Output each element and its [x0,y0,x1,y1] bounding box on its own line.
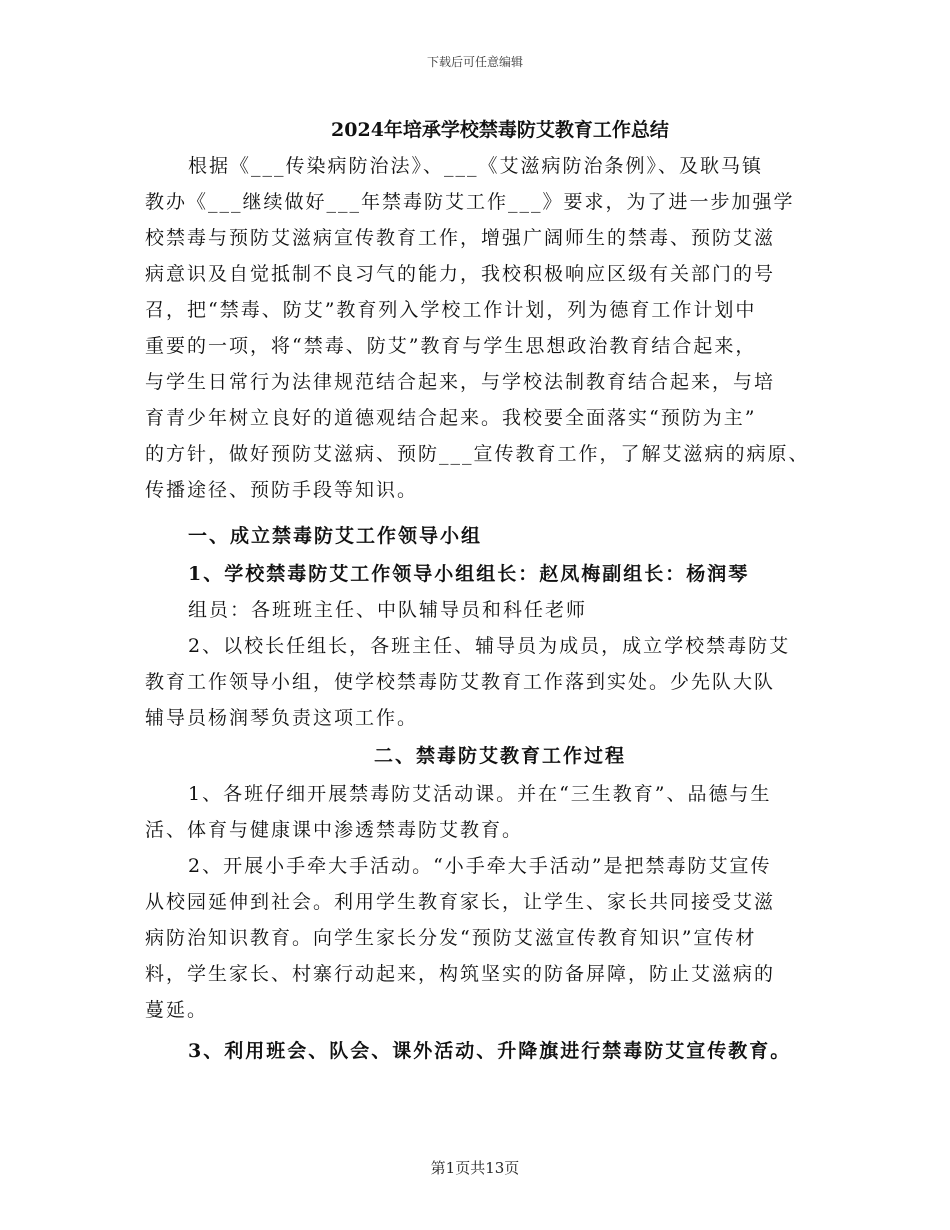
paragraph-line: 1、各班仔细开展禁毒防艾活动课。并在“三生教育”、品德与生 [188,783,772,805]
paragraph-line: 与学生日常行为法律规范结合起来，与学校法制教育结合起来，与培 [145,371,776,393]
paragraph-line: 重要的一项，将“禁毒、防艾”教育与学生思想政治教育结合起来， [145,335,757,357]
paragraph-line: 从校园延伸到社会。利用学生教育家长，让学生、家长共同接受艾滋 [145,891,776,913]
paragraph-line: 的方针，做好预防艾滋病、预防___宣传教育工作，了解艾滋病的病原、 [145,443,810,465]
paragraph-line: 料，学生家长、村寨行动起来，构筑坚实的防备屏障，防止艾滋病的 [145,963,776,985]
paragraph-line: 根据《___传染病防治法》、___《艾滋病防治条例》、及耿马镇 [188,155,764,177]
paragraph-line: 病防治知识教育。向学生家长分发“预防艾滋宣传教育知识”宣传材 [145,927,757,949]
paragraph-line-bold: 3、利用班会、队会、课外活动、升降旗进行禁毒防艾宣传教育。 [188,1040,792,1062]
section-heading: 一、成立禁毒防艾工作领导小组 [188,525,483,547]
paragraph-line: 蔓延。 [145,999,209,1021]
paragraph-line: 教办《___继续做好___年禁毒防艾工作___》要求，为了进一步加强学 [145,191,795,213]
header-note: 下载后可任意编辑 [426,55,523,69]
paragraph-line: 校禁毒与预防艾滋病宣传教育工作，增强广阔师生的禁毒、预防艾滋 [145,227,776,249]
paragraph-line: 育青少年树立良好的道德观结合起来。我校要全面落实“预防为主” [145,407,757,429]
page-footer: 第1页共13页 [430,1159,520,1177]
leader-line: 1、学校禁毒防艾工作领导小组组长：赵凤梅副组长：杨润琴 [188,563,750,585]
paragraph-line: 教育工作领导小组，使学校禁毒防艾教育工作落到实处。少先队大队 [145,671,776,693]
paragraph-line: 组员：各班班主任、中队辅导员和科任老师 [188,599,588,621]
paragraph-line: 召，把“禁毒、防艾”教育列入学校工作计划，列为德育工作计划中 [145,299,757,321]
paragraph-line: 病意识及自觉抵制不良习气的能力，我校积极响应区级有关部门的号 [145,263,776,285]
paragraph-line: 传播途径、预防手段等知识。 [145,479,419,501]
document-title: 2024年培承学校禁毒防艾教育工作总结 [331,119,669,141]
paragraph-line: 2、开展小手牵大手活动。“小手牵大手活动”是把禁毒防艾宣传 [188,855,772,877]
paragraph-line: 活、体育与健康课中渗透禁毒防艾教育。 [145,819,524,841]
paragraph-line: 辅导员杨润琴负责这项工作。 [145,707,419,729]
section-heading: 二、禁毒防艾教育工作过程 [373,745,626,767]
paragraph-line: 2、以校长任组长，各班主任、辅导员为成员，成立学校禁毒防艾 [188,635,791,657]
